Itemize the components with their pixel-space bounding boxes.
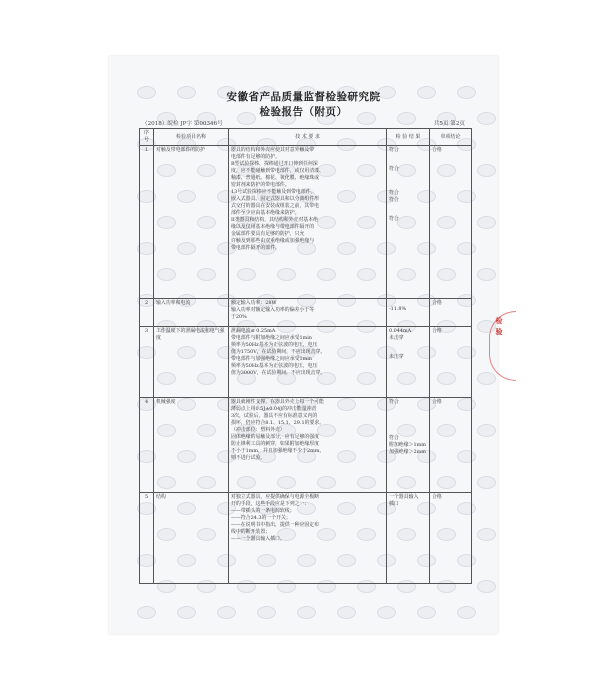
- header-result: 检 验 结 果: [387, 129, 430, 146]
- result-line: 符合: [389, 197, 399, 204]
- requirement-line: 带电部件与附加绝缘之间应承受1min: [231, 335, 312, 342]
- watermark-emblem: [377, 606, 396, 619]
- row-item: 工作温度下的泄漏电流和电气强度: [154, 327, 229, 398]
- institute-title: 安徽省产品质量监督检验研究院: [226, 91, 381, 103]
- watermark-emblem: [477, 580, 496, 593]
- requirement-line: ——一个器具输入插口。: [231, 535, 285, 542]
- row-item: 结构: [154, 493, 229, 584]
- requirement-line: 于20%: [231, 314, 247, 321]
- row-conclusion: 合格: [430, 493, 472, 584]
- table-row: [140, 398, 472, 493]
- watermark-emblem: [297, 606, 316, 619]
- report-title: 检验报告（附页）: [259, 106, 348, 118]
- requirement-line: 值为1750V，在试验期间，不应出现击穿。: [231, 349, 326, 356]
- requirement-line: 对独立式器具，应提供确保与电源全极断: [231, 494, 320, 501]
- header-conclusion: 单项结论: [430, 129, 472, 146]
- requirement-line: 度，应不能碰触到带电部件，或仅用清漆、: [231, 168, 324, 175]
- requirement-line: 器具的结构和外壳应使其对意外触及带: [231, 147, 315, 154]
- requirement-line: 薄弱点上用0.5J±0.04J的冲击能量冲击: [231, 406, 317, 413]
- result-line: 0.044mA: [389, 328, 412, 335]
- row-result: [387, 398, 430, 493]
- table-row: [140, 146, 472, 299]
- result-line: -11.8%: [389, 305, 407, 312]
- requirement-line: 嵌入式器具、固定式器具和以分离组件形: [231, 195, 320, 202]
- row-number: 2: [140, 299, 154, 327]
- requirement-line: II类器具和结构，其结构和外壳对基本绝: [231, 216, 319, 223]
- row-number: 5: [140, 493, 154, 584]
- requirement-line: 值为3000V，在试验期间，不应出现击穿。: [231, 369, 326, 376]
- watermark-emblem: [477, 216, 496, 229]
- report-page: [109, 56, 504, 634]
- requirement-line: ——带插头的一条电源软线；: [231, 508, 295, 515]
- watermark-emblem: [417, 606, 436, 619]
- requirement-line: 器具就刚性支撑，在器具外壳上每一个可能: [231, 399, 324, 406]
- row-number: 1: [140, 146, 154, 299]
- result-line: 插口: [389, 501, 399, 508]
- row-conclusion: 合格: [430, 327, 472, 398]
- requirement-line: 3次，试验后，器具不应有标准意义内的: [231, 413, 318, 420]
- requirement-line: ——在说明书中指出，提供一种应固定布: [231, 522, 320, 528]
- requirement-line: 线中的断开装置；: [231, 528, 271, 535]
- result-line: 符合: [389, 435, 399, 442]
- seal-text: 检验: [495, 317, 504, 339]
- watermark-emblem: [477, 476, 496, 489]
- result-line: 符合: [389, 147, 399, 154]
- result-line: 符合: [389, 190, 399, 197]
- requirement-line: 频率为50Hz基本为正弦波的电压，电压: [231, 362, 318, 369]
- row-requirement: [229, 327, 387, 398]
- requirement-line: 许触及到那些由双重绝缘或加强绝缘与: [231, 237, 315, 244]
- requirement-line: 防止锋利工具的刺穿，如果附加绝缘厚度: [231, 440, 320, 447]
- requirement-line: 密封剂来防护的带电部件。: [231, 181, 290, 188]
- page-number: 共5页 第2页: [433, 121, 465, 127]
- table-row: [140, 493, 472, 584]
- row-conclusion: 合格: [430, 299, 472, 327]
- requirement-line: 额定输入功率：28W: [231, 300, 277, 307]
- watermark-emblem: [337, 606, 356, 619]
- requirement-line: 泄漏电流≤ 0.25mA: [231, 328, 276, 335]
- row-number: 4: [140, 398, 154, 493]
- watermark-emblem: [257, 606, 276, 619]
- result-line: 加强绝缘＞2mm: [389, 449, 426, 456]
- requirement-line: 固体绝缘的易触及部分，应有足够的强度: [231, 433, 320, 440]
- watermark-emblem: [217, 606, 236, 619]
- result-line: 符合: [389, 165, 399, 172]
- requirement-line: ——符合24.3的一个开关；: [231, 515, 291, 522]
- requirement-line: 部件至少应由基本绝缘来防护。: [231, 209, 300, 216]
- row-requirement: [229, 146, 387, 299]
- requirement-line: 损坏，仍应符合8.1、15.1、29.1的要求。: [231, 420, 325, 427]
- requirement-line: 13号试验探棒应不能触及到带电部件。: [231, 188, 316, 195]
- row-number: 3: [140, 327, 154, 398]
- requirement-line: 金属部件要具有足够的防护，只允: [231, 230, 305, 237]
- row-requirement: [229, 299, 387, 327]
- row-result: [387, 493, 430, 584]
- row-item: 输入功率和电流: [154, 299, 229, 327]
- requirement-line: 开的手段，这些手段应是下列之一：: [231, 501, 310, 508]
- requirement-line: 釉漆、普通纸、棉花、氧化膜、绝缘珠或: [231, 175, 320, 181]
- table-row: [140, 299, 472, 327]
- header-item: 检验项目名称: [154, 129, 229, 146]
- watermark-emblem: [177, 606, 196, 619]
- requirement-line: （冲击部位：塑料外壳）: [231, 427, 285, 433]
- row-conclusion: 合格: [430, 146, 472, 299]
- requirement-line: 带电部件与加强绝缘之间应承受1min: [231, 356, 312, 362]
- row-requirement: [229, 493, 387, 584]
- row-item: 对触及带电部件的防护: [154, 146, 229, 299]
- result-line: 未击穿: [389, 335, 404, 342]
- row-item: 机械强度: [154, 398, 229, 493]
- requirement-line: 电部件有足够的防护。: [231, 154, 280, 161]
- watermark-emblem: [457, 606, 476, 619]
- watermark-emblem: [477, 424, 496, 437]
- seal-stamp: [487, 311, 503, 381]
- row-requirement: [229, 398, 387, 493]
- row-conclusion: 合格: [430, 398, 472, 493]
- header-no: 序号: [140, 129, 154, 146]
- requirement-line: 式交付的器具在安装或组装之前，其带电: [231, 202, 320, 209]
- result-line: 符合: [389, 215, 399, 222]
- header-requirement: 技 术 要 求: [229, 129, 387, 146]
- requirement-line: 输入功率对额定输入功率的偏差小于等: [231, 307, 315, 314]
- row-result: [387, 299, 430, 327]
- inspection-table: [139, 128, 472, 584]
- requirement-line: 带电部件隔开的部件。: [231, 244, 280, 251]
- watermark-emblem: [477, 528, 496, 541]
- watermark-emblem: [477, 268, 496, 281]
- requirement-line: 频率为50Hz基本为正弦波的电压，电压: [231, 342, 318, 349]
- table-row: [140, 327, 472, 398]
- watermark-emblem: [477, 164, 496, 177]
- watermark-emblem: [137, 606, 156, 619]
- row-result: [387, 146, 430, 299]
- result-line: 一个器具输入: [389, 494, 419, 501]
- requirement-line: 则不进行试验。: [231, 454, 266, 461]
- requirement-line: B型试验探棒、探棒通过开口伸到任何深: [231, 161, 318, 168]
- result-line: 符合: [389, 399, 399, 406]
- result-line: 附加绝缘＞1mm: [389, 442, 426, 449]
- report-number: （2018）皖检 JP字 第00346号: [142, 121, 223, 127]
- requirement-line: 不小于1mm，并且加强绝缘不少于2mm，: [231, 447, 325, 454]
- requirement-line: 缘以及仅用基本绝缘与带电部件隔开的: [231, 223, 315, 230]
- row-result: [387, 327, 430, 398]
- result-line: 未击穿: [389, 353, 404, 360]
- table-header-row: [140, 129, 472, 146]
